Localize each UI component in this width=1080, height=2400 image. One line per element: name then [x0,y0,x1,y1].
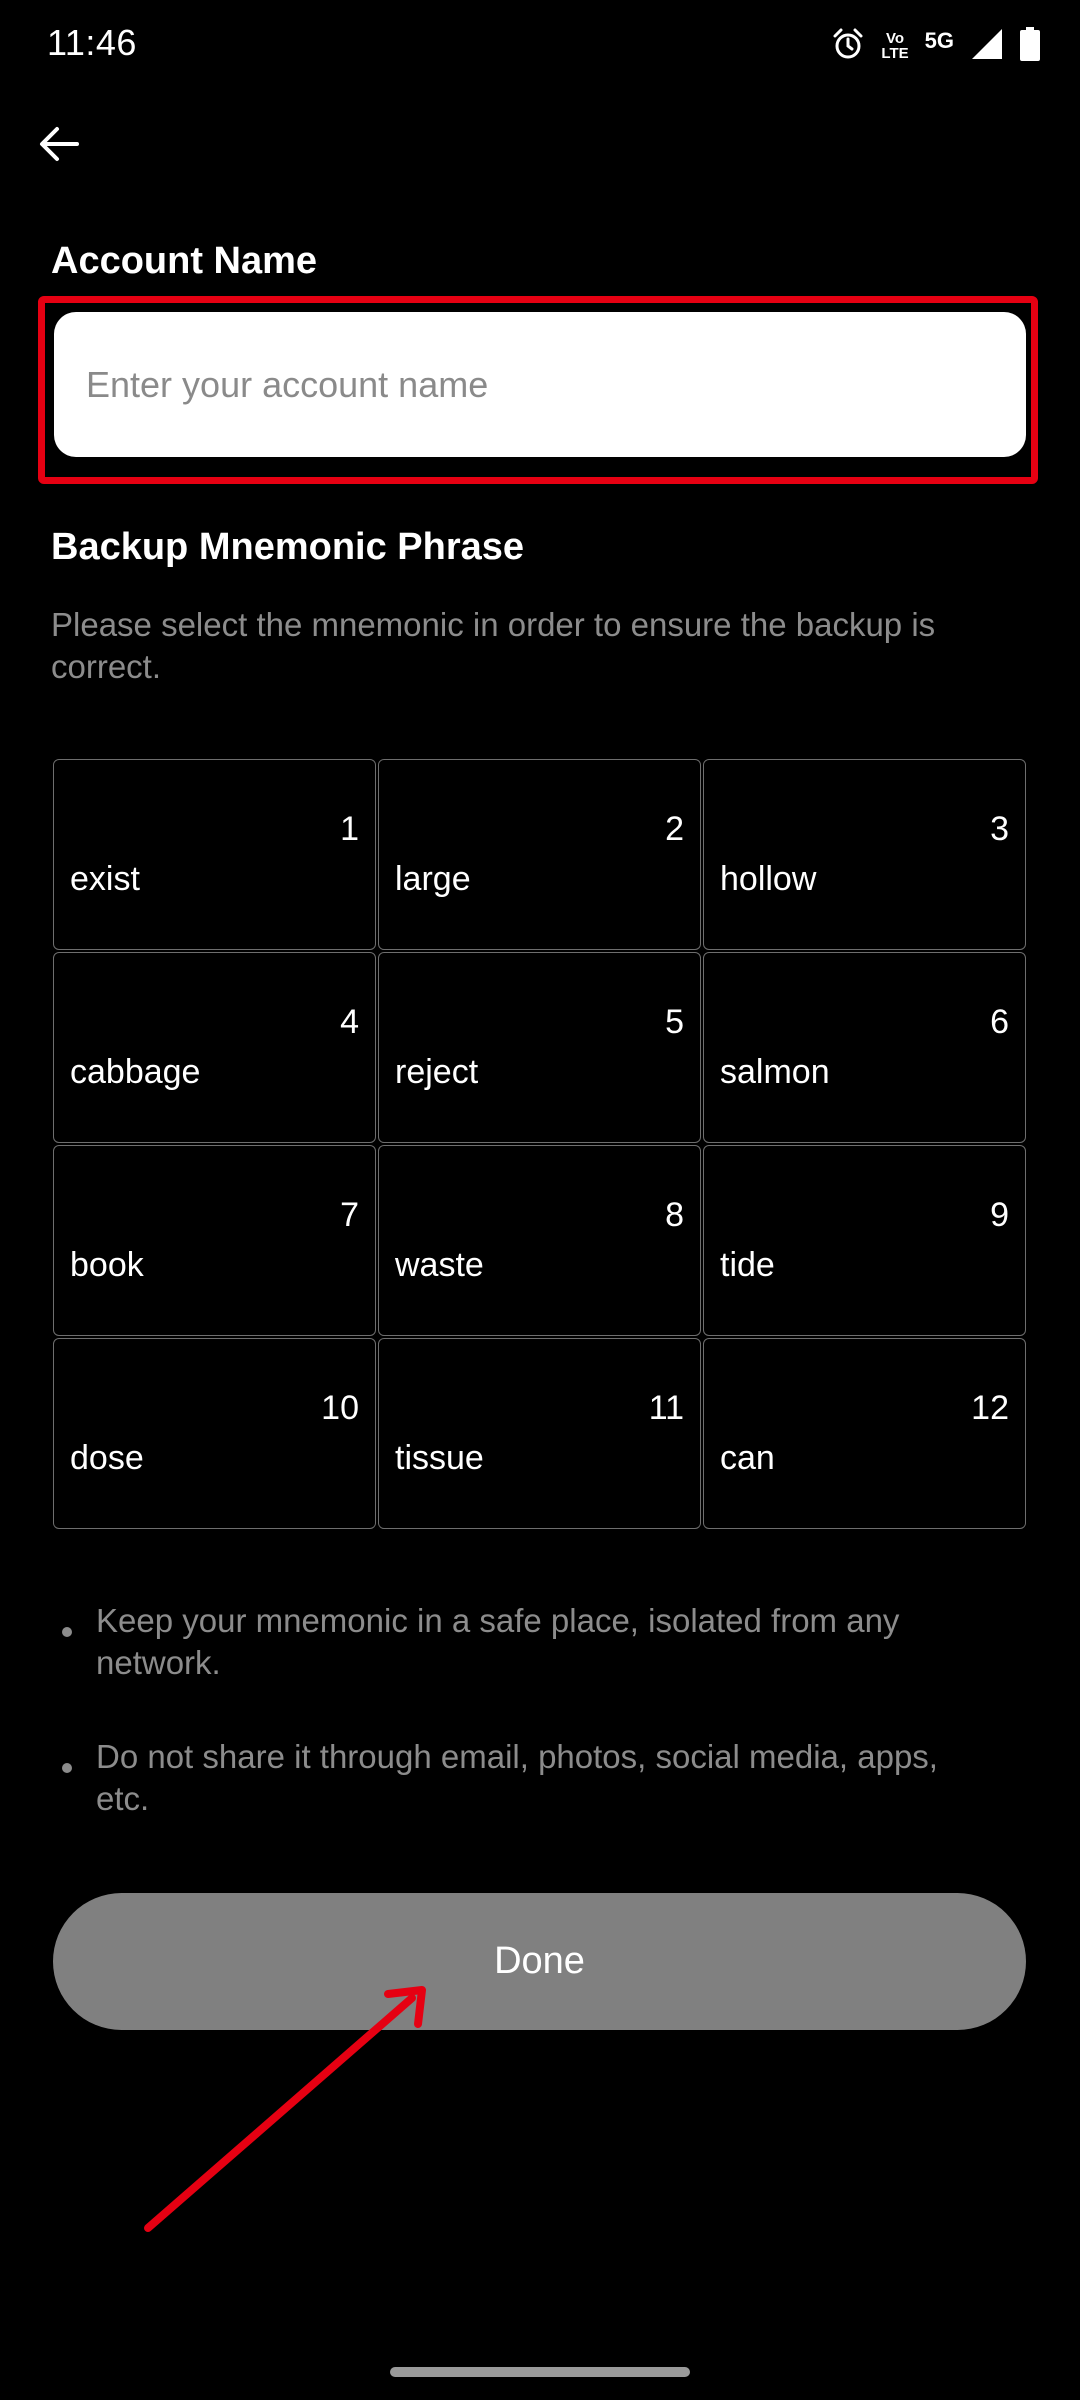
mnemonic-word-cell[interactable] [378,759,701,950]
mnemonic-word-cell[interactable] [378,952,701,1143]
word-text: large [395,860,471,898]
word-number: 9 [990,1196,1009,1234]
mnemonic-word-cell[interactable] [378,1145,701,1336]
word-text: reject [395,1053,479,1091]
status-time: 11:46 [47,22,137,63]
word-number: 2 [665,810,684,848]
volte-icon [881,31,908,61]
mnemonic-word-cell[interactable] [53,1145,376,1336]
word-number: 6 [990,1003,1009,1041]
done-button[interactable]: Done [53,1893,1026,2030]
tip-item [62,1736,982,1820]
word-number: 4 [340,1003,359,1041]
word-number: 8 [665,1196,684,1234]
tip-text: Do not share it through email, photos, social media, apps, etc. [96,1738,938,1817]
safety-tips [62,1600,982,1820]
word-text: can [720,1439,775,1477]
mnemonic-word-cell[interactable] [378,1338,701,1529]
mnemonic-word-cell[interactable] [53,952,376,1143]
mnemonic-word-cell[interactable] [703,1145,1026,1336]
signal-icon [970,27,1004,66]
home-indicator[interactable] [390,2367,690,2377]
status-icons [831,24,1040,68]
word-number: 5 [665,1003,684,1041]
back-arrow-icon [37,122,81,171]
alarm-icon [831,27,865,66]
account-name-title: Account Name [51,240,318,282]
back-button[interactable] [28,115,90,177]
volte-top-label: Vo [886,30,905,47]
mnemonic-word-cell[interactable] [53,759,376,950]
word-text: tide [720,1246,775,1284]
word-text: dose [70,1439,144,1477]
tip-item [62,1600,982,1684]
word-text: exist [70,860,140,898]
word-text: waste [395,1246,484,1284]
word-text: tissue [395,1439,484,1477]
backup-instruction: Please select the mnemonic in order to ensure the backup is correct. [51,606,936,685]
status-bar [0,0,1080,90]
word-text: cabbage [70,1053,201,1091]
bullet-icon [62,1763,72,1773]
word-number: 3 [990,810,1009,848]
word-text: salmon [720,1053,830,1091]
backup-mnemonic-title: Backup Mnemonic Phrase [51,526,525,568]
volte-bottom-label: LTE [881,45,909,62]
battery-icon [1020,27,1040,66]
word-text: hollow [720,860,817,898]
word-number: 12 [971,1389,1009,1427]
mnemonic-word-cell[interactable] [703,759,1026,950]
mnemonic-grid [53,759,1026,1529]
bullet-icon [62,1627,72,1637]
account-name-input[interactable] [54,312,1026,457]
tip-text: Keep your mnemonic in a safe place, isolated from any network. [96,1602,900,1681]
word-number: 1 [340,810,359,848]
mnemonic-word-cell[interactable] [53,1338,376,1529]
mnemonic-word-cell[interactable] [703,1338,1026,1529]
network-type-label: 5G [924,28,954,53]
word-text: book [70,1246,144,1284]
word-number: 7 [340,1196,359,1234]
mnemonic-word-cell[interactable] [703,952,1026,1143]
word-number: 10 [321,1389,359,1427]
word-number: 11 [648,1389,684,1427]
